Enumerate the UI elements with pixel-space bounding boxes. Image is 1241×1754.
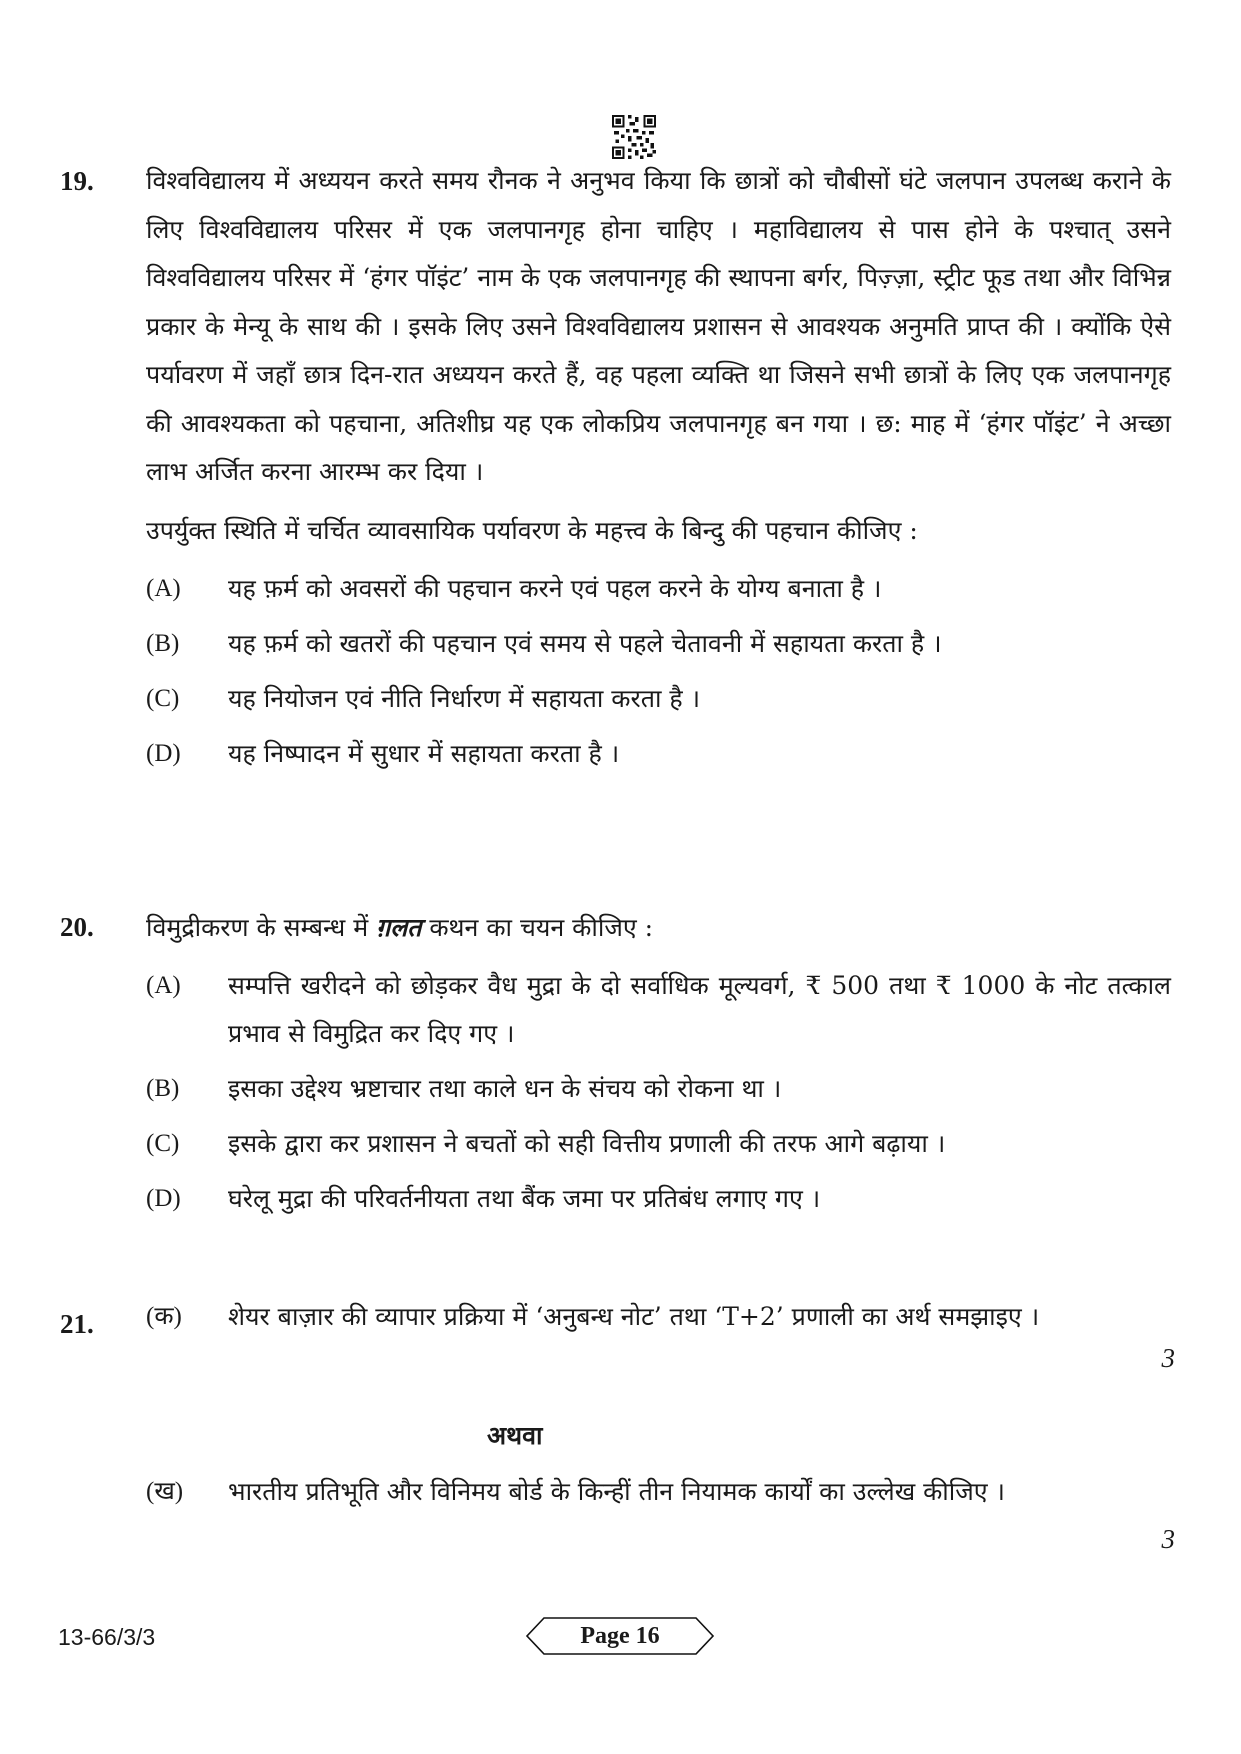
question-19-passage: विश्वविद्यालय में अध्ययन करते समय रौनक ने अनुभव किया कि छात्रों को चौबीसों घंटे जलपान उपलब्ध कराने के लिए विश्वविद्यालय परिसर में एक जलपानगृह होना चाहिए । महाविद्यालय से पास होने के पश्चात् उसने विश्वविद्यालय परिसर में ‘हंगर पॉइंट’ नाम के एक जलपानगृह की स्थापना बर्गर, पिज़्ज़ा, स्ट्रीट फूड तथा और विभिन्न प्रकार के मेन्यू के साथ की । इसके लिए उसने विश्वविद्यालय प्रशासन से आवश्यक अनुमति प्राप्त की । क्योंकि ऐसे पर्यावरण में जहाँ छात्र दिन-रात अध्ययन करते हैं, वह पहला व्यक्ति था जिसने सभी छात्रों के लिए एक जलपानगृह की आवश्यकता को पहचाना, अतिशीघ्र यह एक लोकप्रिय जलपानगृह बन गया । छ: माह में ‘हंगर पॉइंट’ ने अच्छा लाभ अर्जित करना आरम्भ कर दिया ।	[146, 166, 1171, 486]
option-text: सम्पत्ति खरीदने को छोड़कर वैध मुद्रा के दो सर्वाधिक मूल्यवर्ग, ₹ 500 तथा ₹ 1000 के नोट तत्काल प्रभाव से विमुद्रित कर दिए गए ।	[228, 971, 1171, 1048]
option-label: (A)	[146, 574, 181, 602]
part-a-text: शेयर बाज़ार की व्यापार प्रक्रिया में ‘अनुबन्ध नोट’ तथा ‘T+2’ प्रणाली का अर्थ समझाइए ।	[228, 1302, 1040, 1331]
question-19	[60, 157, 1175, 778]
question-21	[60, 1293, 1175, 1553]
paper-code: 13-66/3/3	[58, 1624, 156, 1650]
question-19-instruction: उपर्युक्त स्थिति में चर्चित व्यावसायिक पर्यावरण के महत्त्व के बिन्दु की पहचान कीजिए :	[146, 515, 918, 545]
part-b	[146, 1468, 1171, 1516]
page-number: Page 16	[580, 1623, 660, 1649]
option-label: (B)	[146, 629, 180, 657]
option-label: (C)	[146, 1130, 180, 1157]
option-text: यह फ़र्म को खतरों की पहचान एवं समय से पहले चेतावनी में सहायता करता है ।	[228, 628, 942, 658]
part-b-text: भारतीय प्रतिभूति और विनिमय बोर्ड के किन्हीं तीन नियामक कार्यों का उल्लेख कीजिए ।	[228, 1477, 1006, 1506]
option-b	[146, 1065, 1171, 1113]
question-number: 20.	[60, 912, 94, 942]
option-text: यह नियोजन एवं नीति निर्धारण में सहायता करता है ।	[228, 683, 701, 713]
qr-code-icon	[612, 115, 656, 159]
part-a	[146, 1293, 1171, 1341]
option-d	[146, 1175, 1171, 1223]
marks: 3	[1161, 1524, 1175, 1554]
option-label: (D)	[146, 1185, 181, 1212]
option-text: इसका उद्देश्य भ्रष्टाचार तथा काले धन के संचय को रोकना था ।	[228, 1074, 782, 1103]
part-label: (ख)	[146, 1478, 184, 1505]
option-b	[146, 620, 1171, 668]
option-text: घरेलू मुद्रा की परिवर्तनीयता तथा बैंक जमा पर प्रतिबंध लगाए गए ।	[228, 1184, 821, 1213]
question-number: 21.	[60, 1309, 94, 1339]
question-20-instruction	[146, 908, 1175, 948]
option-a	[146, 565, 1171, 613]
option-label: (A)	[146, 972, 181, 999]
question-20	[60, 908, 1175, 1223]
option-text: यह निष्पादन में सुधार में सहायता करता है ।	[228, 738, 620, 768]
option-label: (B)	[146, 1075, 180, 1102]
instruction-text: विमुद्रीकरण के सम्बन्ध में	[146, 913, 377, 942]
option-label: (D)	[146, 739, 181, 767]
emphasis-word: ग़लत	[376, 913, 422, 942]
option-c	[146, 1120, 1171, 1168]
option-c	[146, 675, 1171, 723]
part-label: (क)	[146, 1303, 182, 1330]
option-text: इसके द्वारा कर प्रशासन ने बचतों को सही वित्तीय प्रणाली की तरफ आगे बढ़ाया ।	[228, 1129, 946, 1158]
page-number-badge	[526, 1617, 714, 1655]
option-text: यह फ़र्म को अवसरों की पहचान करने एवं पहल करने के योग्य बनाता है ।	[228, 573, 882, 603]
marks: 3	[1161, 1343, 1175, 1373]
option-label: (C)	[146, 684, 180, 712]
option-d	[146, 730, 1171, 778]
option-a	[146, 962, 1171, 1058]
question-number: 19.	[60, 166, 94, 196]
instruction-text: कथन का चयन कीजिए :	[421, 913, 654, 942]
or-separator: अथवा	[487, 1421, 543, 1450]
